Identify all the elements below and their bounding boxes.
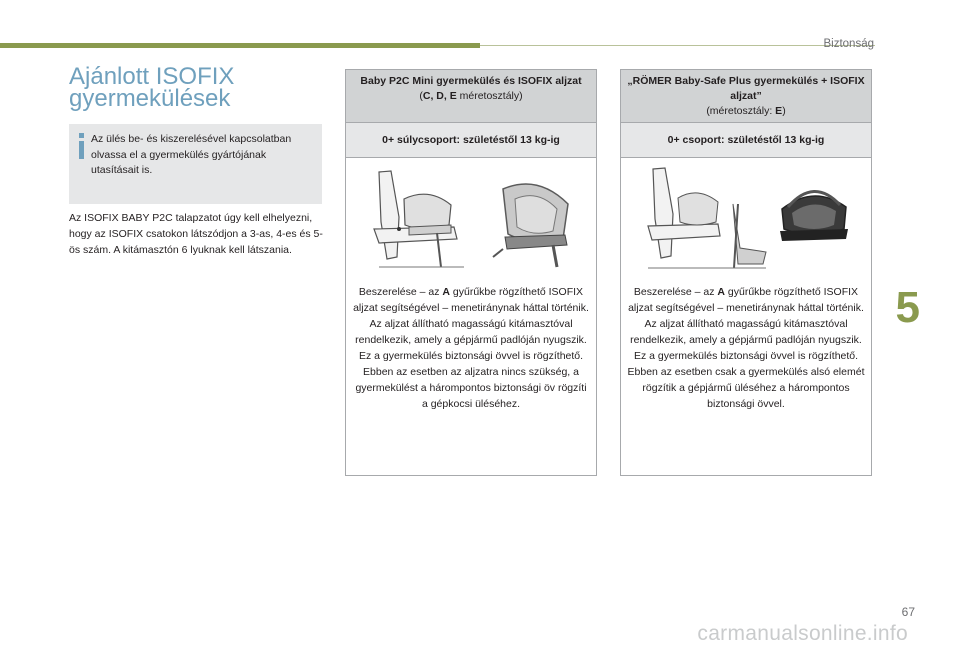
header-rule-thin bbox=[480, 45, 875, 46]
romer-baby-safe-photo bbox=[774, 179, 854, 259]
seat-on-isofix-base-diagram bbox=[638, 164, 768, 274]
description-paragraph: Az aljzat állítható magasságú kitámasztóval rendelkezik, amely a gépjármű padlóján nyugszik. bbox=[355, 318, 587, 346]
card-description bbox=[621, 280, 871, 412]
info-icon bbox=[75, 133, 89, 159]
card-description bbox=[346, 280, 596, 412]
card-header: „RÖMER Baby-Safe Plus gyermekülés + ISOFIX aljzat” (méretosztály: E) bbox=[621, 70, 871, 123]
info-text: Az ülés be- és kiszerelésével kapcsolatban olvassa el a gyermekülés gyártójának utasításait is. bbox=[91, 133, 292, 176]
description-paragraph: Beszerelése – az A gyűrűkbe rögzíthető ISOFIX aljzat segítségével – menetiránynak háttal történik. bbox=[628, 286, 864, 314]
weight-group: 0+ csoport: születéstől 13 kg-ig bbox=[621, 123, 871, 158]
seat-card-romer-baby-safe bbox=[620, 69, 872, 476]
info-note bbox=[69, 124, 322, 204]
description-paragraph: Ez a gyermekülés biztonsági övvel is rögzíthető. Ebben az esetben csak a gyermekülés alsó elemét rögzítik a gépjármű üléséhez a hárompontos biztonsági övvel. bbox=[627, 350, 865, 410]
size-classes: C, D, E bbox=[422, 90, 457, 102]
ring-label-a: A bbox=[442, 286, 450, 298]
seat-images bbox=[346, 158, 596, 280]
ring-label-a: A bbox=[717, 286, 725, 298]
page-number: 67 bbox=[901, 605, 915, 619]
weight-group: 0+ súlycsoport: születéstől 13 kg-ig bbox=[346, 123, 596, 158]
size-classes: E bbox=[775, 105, 783, 117]
header-rule bbox=[0, 43, 480, 48]
seat-on-isofix-base-diagram bbox=[359, 167, 469, 272]
description-paragraph: Beszerelése – az A gyűrűkbe rögzíthető ISOFIX aljzat segítségével – menetiránynak háttal történik. bbox=[353, 286, 589, 314]
description-paragraph: Ez a gyermekülés biztonsági övvel is rögzíthető. bbox=[358, 350, 584, 362]
seat-images bbox=[621, 158, 871, 280]
page-title: Ajánlott ISOFIX gyermekülések bbox=[69, 63, 235, 112]
seat-card-baby-p2c bbox=[345, 69, 597, 476]
card-title: Baby P2C Mini gyermekülés és ISOFIX aljzat bbox=[360, 75, 582, 87]
chapter-number: 5 bbox=[895, 283, 920, 332]
body-paragraph: Az ISOFIX BABY P2C talapzatot úgy kell elhelyezni, hogy az ISOFIX csatokon látszódjon a 3-as, 4-es és 5-ös szám. A kitámasztón 6 lyuknak kell látszania. bbox=[69, 212, 323, 256]
card-header: Baby P2C Mini gyermekülés és ISOFIX aljzat (C, D, E méretosztály) bbox=[346, 70, 596, 123]
description-paragraph: Ebben az esetben az aljzatra nincs szükség, a gyermekülést a hárompontos biztonsági öv rögzíti a gépkocsi üléséhez. bbox=[355, 366, 587, 410]
card-title: „RÖMER Baby-Safe Plus gyermekülés + ISOFIX aljzat” bbox=[627, 75, 865, 102]
section-title: Biztonság bbox=[823, 38, 874, 50]
description-paragraph: Az aljzat állítható magasságú kitámasztóval rendelkezik, amely a gépjármű padlóján nyugszik. bbox=[630, 318, 862, 346]
watermark: carmanualsonline.info bbox=[697, 622, 908, 645]
baby-p2c-mini-seat-photo bbox=[483, 169, 583, 269]
